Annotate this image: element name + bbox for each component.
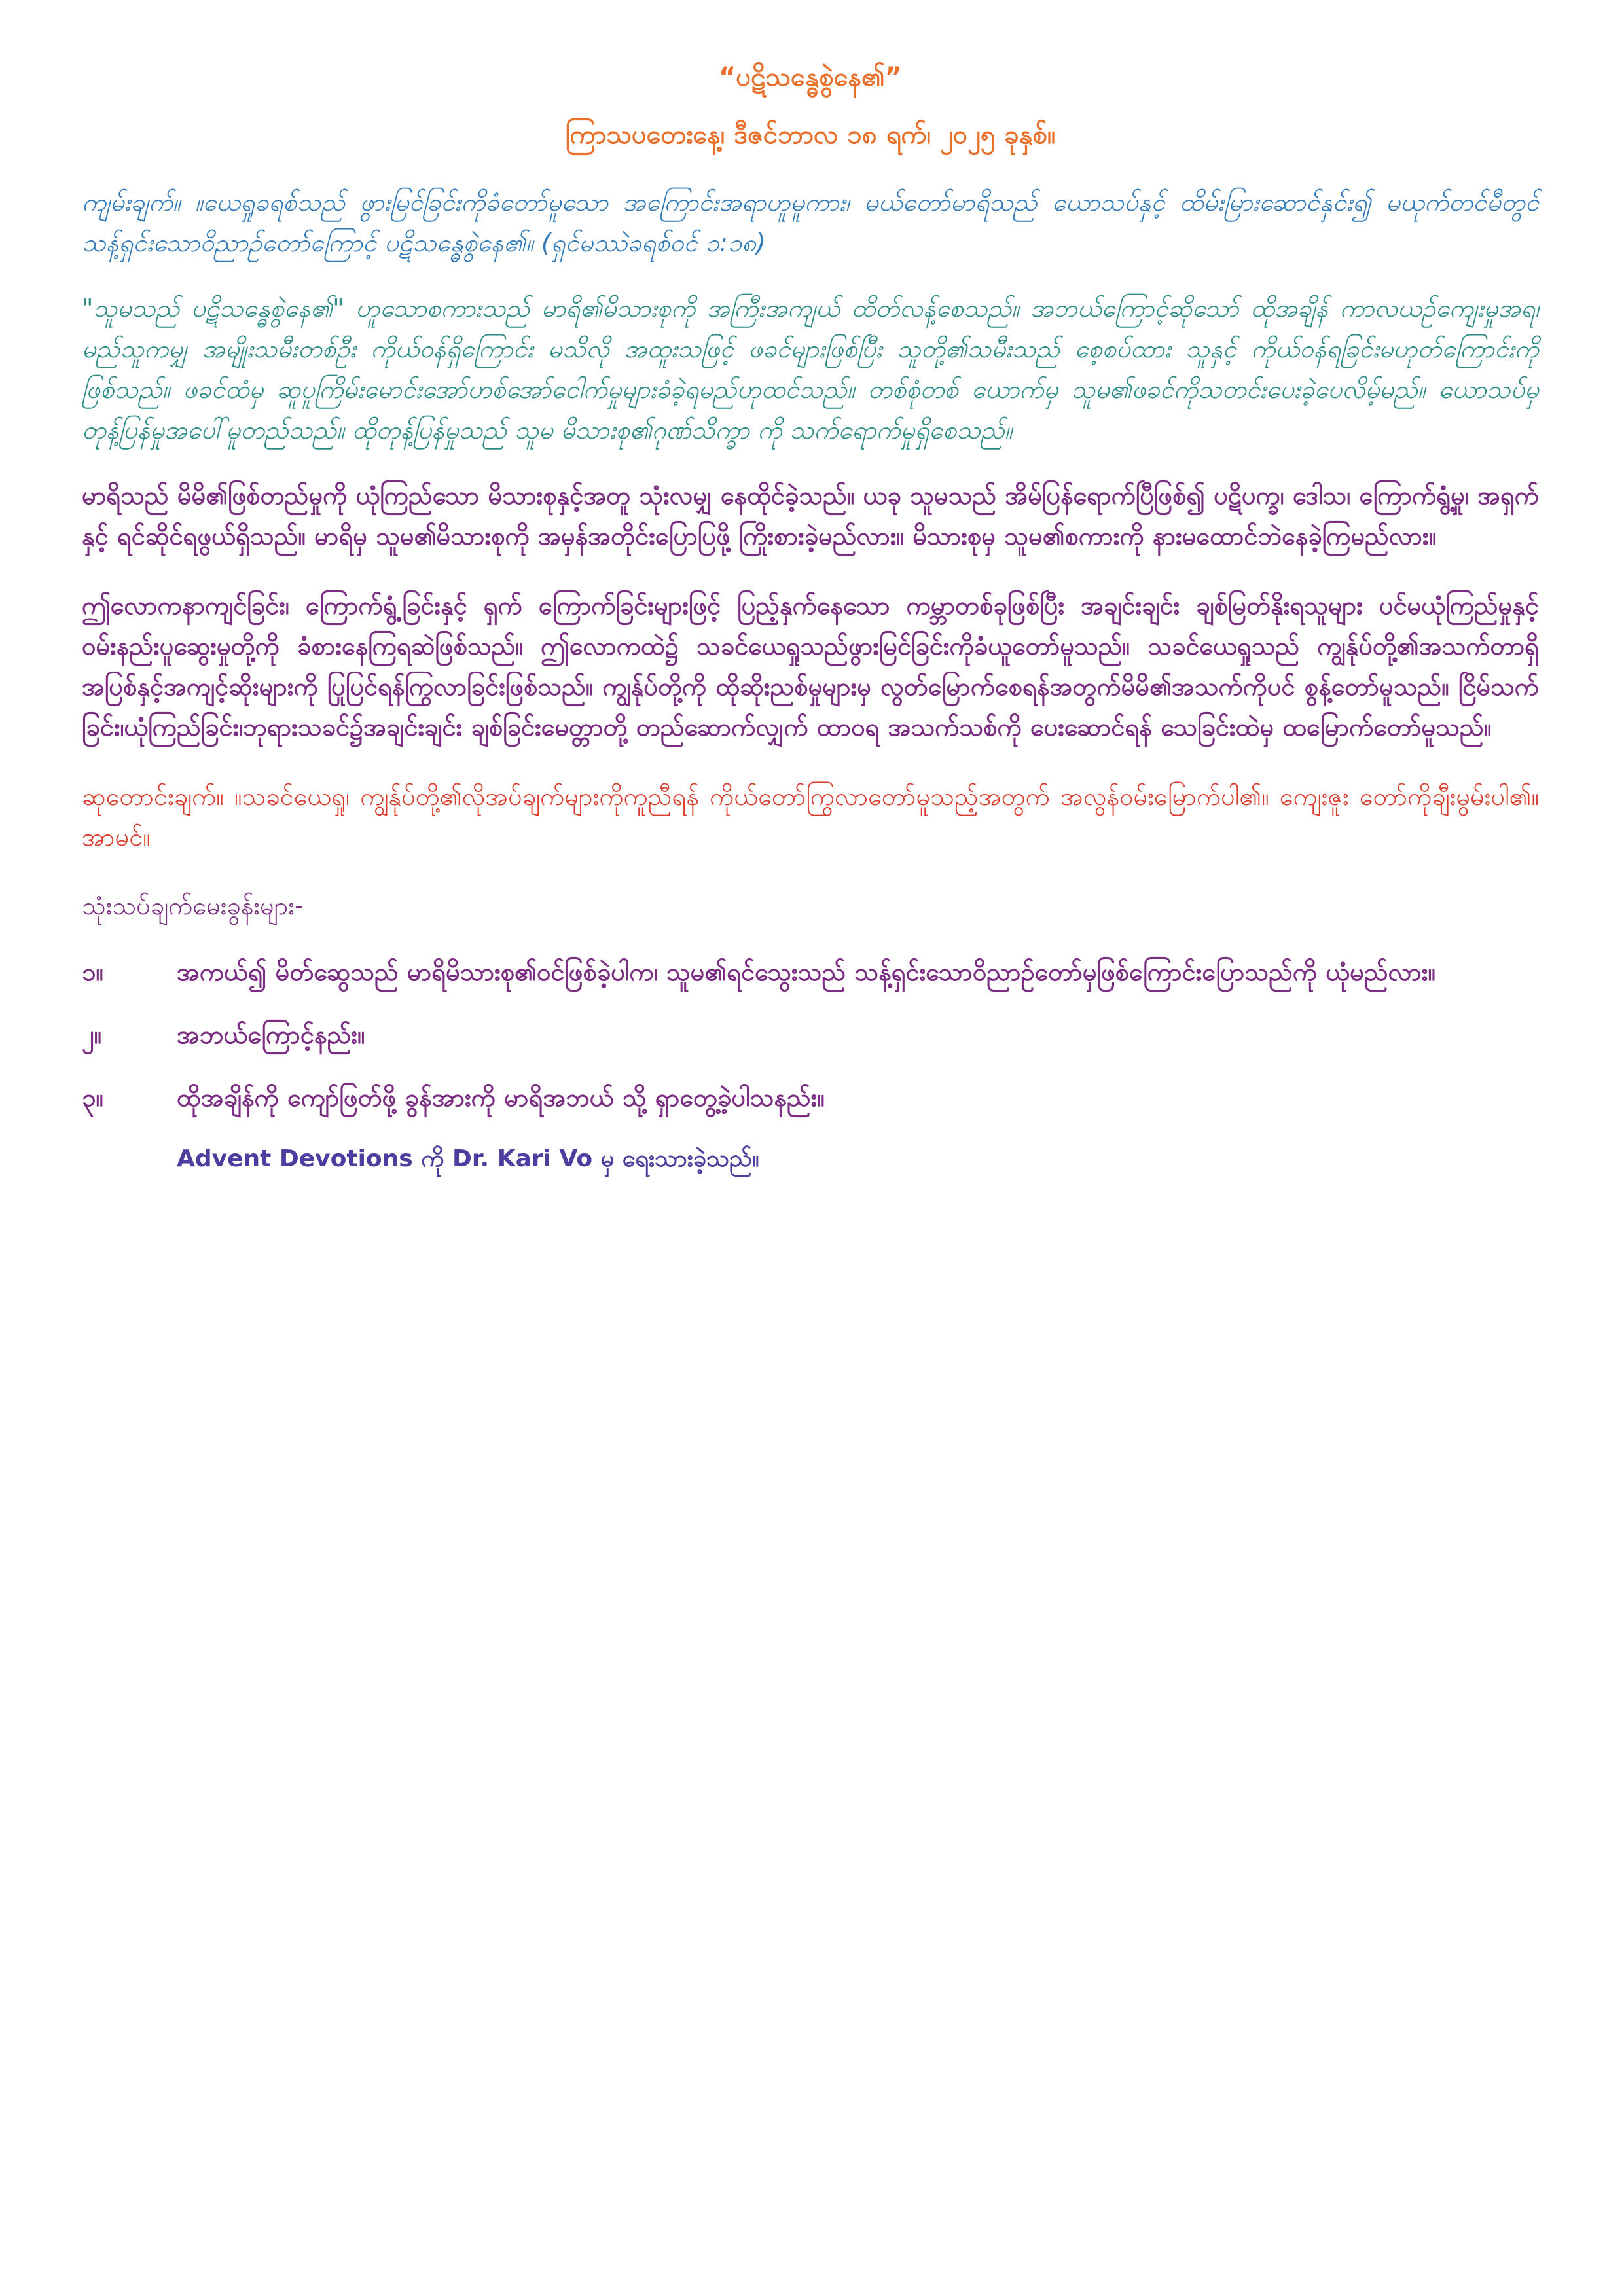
page-title: “ပဋိသန္ဓေစွဲနေ၏”	[719, 62, 902, 92]
question-text: ထိုအချိန်ကို ကျော်ဖြတ်ဖို့ ခွန်အားကို မာရိအဘယ် သို့ ရှာတွေ့ခဲ့ပါသနည်း။	[177, 1083, 825, 1112]
body-paragraph-1: မာရိသည် မိမိ၏ဖြစ်တည်မှုကို ယုံကြည်သော မိသားစုနှင့်အတူ သုံးလမျှ နေထိုင်ခဲ့သည်။ ယခု သူမသည် အိမ်ပြန်ရောက်ပြီဖြစ်၍ ပဋိပက္ခ၊ ဒေါသ၊ ကြောက်ရွံ့မှု၊ အရှက်နှင့် ရင်ဆိုင်ရဖွယ်ရှိသည်။ မာရိမှ သူမ၏မိသားစုကို အမှန်အတိုင်းပြောပြဖို့ ကြိုးစားခဲ့မည်လား။ မိသားစုမှ သူမ၏စကားကို နားမထောင်ဘဲနေခဲ့ကြမည်လား။	[82, 481, 1539, 550]
question-text: အဘယ်ကြောင့်နည်း။	[177, 1020, 365, 1049]
question-item	[82, 1014, 1539, 1055]
question-number: ၂။	[82, 1020, 102, 1049]
question-number: ၃။	[82, 1083, 103, 1112]
question-number: ၁။	[82, 958, 103, 986]
questions-list	[82, 952, 1539, 1118]
prayer-paragraph: ဆုတောင်းချက်။ ။သခင်ယေရှု၊ ကျွန်ုပ်တို့၏လိုအပ်ချက်များကိုကူညီရန် ကိုယ်တော်ကြွလာတော်မူသည့်အတွက် အလွန်ဝမ်းမြောက်ပါ၏။ ကျေးဇူး တော်ကိုချီးမွမ်းပါ၏။ အာမင်။	[82, 782, 1539, 852]
author-credit: Advent Devotions ကို Dr. Kari Vo မှ ရေးသားခဲ့သည်။	[177, 1145, 759, 1172]
question-item	[82, 952, 1539, 992]
question-item	[82, 1077, 1539, 1118]
date-subtitle: ကြာသပတေးနေ့၊ ဒီဇင်ဘာလ ၁၈ ရက်၊ ၂၀၂၅ ခုနှစ်။	[565, 120, 1056, 150]
questions-heading: သုံးသပ်ချက်မေးခွန်းများ-	[82, 891, 304, 920]
reflection-paragraph: "သူမသည် ပဋိသန္ဓေစွဲနေ၏" ဟူသောစကားသည် မာရိ၏မိသားစုကို အကြီးအကျယ် ထိတ်လန့်စေသည်။ အဘယ်ကြောင့်ဆိုသော် ထိုအချိန် ကာလယဉ်ကျေးမှုအရ၊ မည်သူကမျှ အမျိုးသမီးတစ်ဦး ကိုယ်ဝန်ရှိကြောင်း မသိလို အထူးသဖြင့် ဖခင်များဖြစ်ပြီး သူတို့၏သမီးသည် စေ့စပ်ထား သူနှင့် ကိုယ်ဝန်ရခြင်းမဟုတ်ကြောင်းကိုဖြစ်သည်။ ဖခင်ထံမှ ဆူပူကြိမ်းမောင်းအော်ဟစ်အော်ငေါက်မှုများခံခဲ့ရမည်ဟုထင်သည်။ တစ်စုံတစ် ယောက်မှ သူမ၏ဖခင်ကိုသတင်းပေးခဲ့ပေလိမ့်မည်။ ယောသပ်မှ တုန့်ပြန်မှုအပေါ်မူတည်သည်။ ထိုတုန့်ပြန်မှုသည် သူမ မိသားစု၏ဂုဏ်သိက္ခာ ကို သက်ရောက်မှုရှိစေသည်။	[82, 294, 1539, 444]
scripture-paragraph: ကျမ်းချက်။ ။ယေရှုခရစ်သည် ဖွားမြင်ခြင်းကိုခံတော်မူသော အကြောင်းအရာဟူမူကား၊ မယ်တော်မာရိသည် ယောသပ်နှင့် ထိမ်းမြားဆောင်နှင်း၍ မယုက်တင်မီတွင် သန့်ရှင်းသောဝိညာဉ်တော်ကြောင့် ပဋိသန္ဓေစွဲနေ၏။ (ရှင်မဿဲခရစ်ဝင် ၁:၁၈)	[82, 188, 1539, 257]
body-paragraph-2: ဤလောကနာကျင်ခြင်း၊ ကြောက်ရွံ့ခြင်းနှင့် ရှက် ကြောက်ခြင်းများဖြင့် ပြည့်နှက်နေသော ကမ္ဘာတစ်ခုဖြစ်ပြီး အချင်းချင်း ချစ်မြတ်နိုးရသူများ ပင်မယုံကြည်မှုနှင့် ဝမ်းနည်းပူဆွေးမှုတို့ကို ခံစားနေကြရဆဲဖြစ်သည်။ ဤလောကထဲ၌ သခင်ယေရှုသည်ဖွားမြင်ခြင်းကိုခံယူတော်မူသည်။ သခင်ယေရှုသည် ကျွန်ုပ်တို့၏အသက်တာရှိ အပြစ်နှင့်အကျင့်ဆိုးများကို ပြုပြင်ရန်ကြွလာခြင်းဖြစ်သည်။ ကျွန်ုပ်တို့ကို ထိုဆိုးညစ်မှုများမှ လွတ်မြောက်စေရန်အတွက်မိမိ၏အသက်ကိုပင် စွန့်တော်မူသည်။ ငြိမ်သက်ခြင်း၊ယုံကြည်ခြင်း၊ဘုရားသခင်၌အချင်းချင်း ချစ်ခြင်းမေတ္တာတို့ တည်ဆောက်လျှက် ထာဝရ အသက်သစ်ကို ပေးဆောင်ရန် သေခြင်းထဲမှ ထမြောက်တော်မူသည်။	[82, 591, 1539, 742]
question-text: အကယ်၍ မိတ်ဆွေသည် မာရိမိသားစု၏ဝင်ဖြစ်ခဲ့ပါက၊ သူမ၏ရင်သွေးသည် သန့်ရှင်းသောဝိညာဉ်တော်မှဖြစ်ကြောင်းပြောသည်ကို ယုံမည်လား။	[177, 958, 1435, 986]
